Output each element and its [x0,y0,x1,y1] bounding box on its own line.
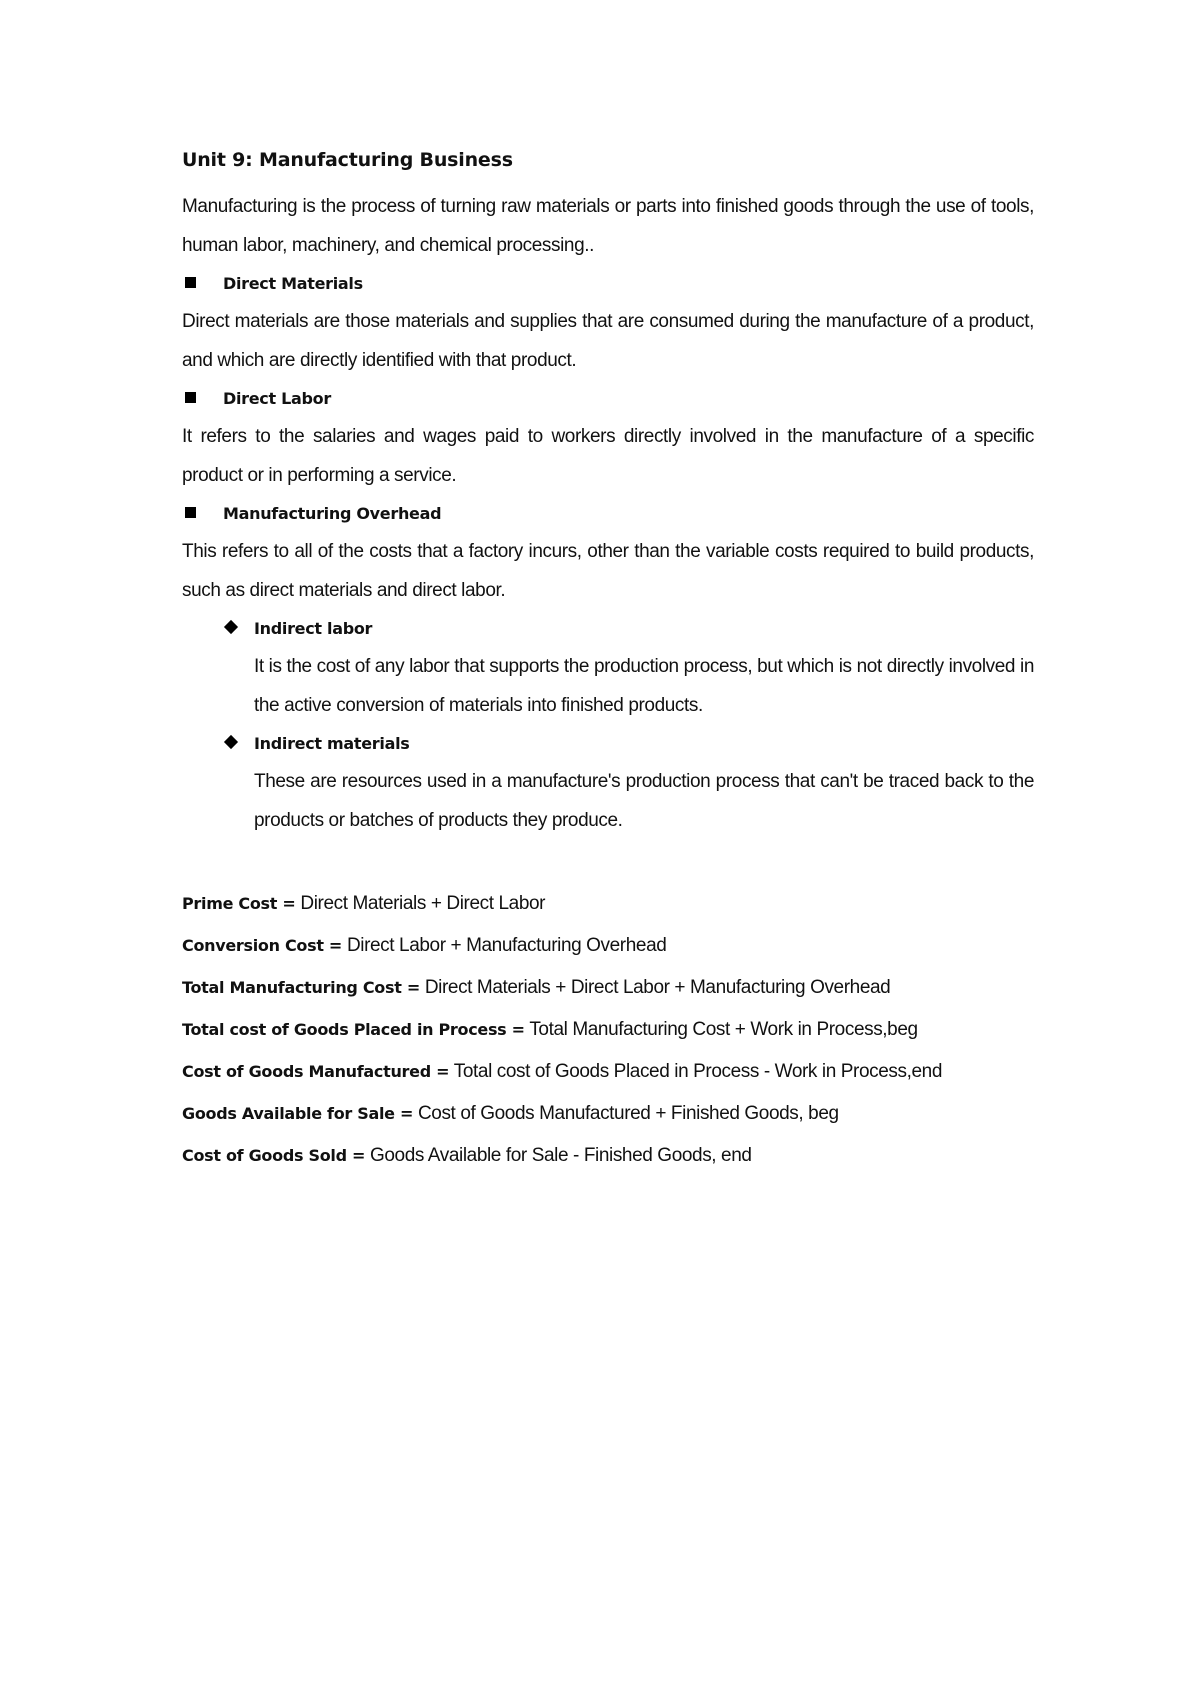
formula-value: Direct Materials + Direct Labor + Manufacturing Overhead [424,977,891,998]
section-heading-label: Direct Materials [223,274,363,293]
section-text-direct-labor: It refers to the salaries and wages paid to workers directly involved in the manufacture of a specific product or in performing a service. [182,426,1034,486]
formula-list [182,883,1034,1177]
formula-label: Total cost of Goods Placed in Process = [182,1020,525,1039]
formula-total-cost-goods-placed [182,1009,1034,1051]
formula-value: Total cost of Goods Placed in Process - Work in Process,end [453,1061,942,1082]
subsection-heading-label: Indirect materials [254,734,410,753]
formula-label: Conversion Cost = [182,936,343,955]
section-text-manufacturing-overhead: This refers to all of the costs that a factory incurs, other than the variable costs required to build products, such as direct materials and direct labor. [182,541,1034,601]
formula-value: Total Manufacturing Cost + Work in Process,beg [529,1019,918,1040]
formula-label: Total Manufacturing Cost = [182,978,420,997]
formula-label: Goods Available for Sale = [182,1104,414,1123]
subsection-heading-indirect-labor [224,610,1034,647]
diamond-bullet-icon [224,735,238,749]
formula-value: Goods Available for Sale - Finished Goods, end [370,1145,752,1166]
subsection-text-indirect-materials: These are resources used in a manufacture's production process that can't be traced back to the products or batches of products they produce. [254,771,1034,831]
formula-value: Direct Materials + Direct Labor [300,893,546,914]
formula-prime-cost [182,883,1034,925]
square-bullet-icon [185,392,196,403]
subsection-heading-label: Indirect labor [254,619,373,638]
section-heading-direct-materials [182,265,1034,302]
subsection-heading-indirect-materials [224,725,1034,762]
formula-conversion-cost [182,925,1034,967]
formula-label: Cost of Goods Manufactured = [182,1062,450,1081]
subsection-text-indirect-labor: It is the cost of any labor that supports the production process, but which is not directly involved in the active conversion of materials into finished products. [254,656,1034,716]
section-heading-manufacturing-overhead [182,495,1034,532]
formula-goods-available-for-sale [182,1093,1034,1135]
formula-value: Direct Labor + Manufacturing Overhead [346,935,667,956]
page-title: Unit 9: Manufacturing Business [182,149,513,171]
formula-label: Cost of Goods Sold = [182,1146,366,1165]
section-heading-label: Direct Labor [223,389,331,408]
document-body [182,145,1034,1177]
formula-cost-goods-manufactured [182,1051,1034,1093]
formula-total-manufacturing-cost [182,967,1034,1009]
formula-label: Prime Cost = [182,894,296,913]
formula-cost-goods-sold [182,1135,1034,1177]
section-heading-direct-labor [182,380,1034,417]
square-bullet-icon [185,507,196,518]
section-heading-label: Manufacturing Overhead [223,504,442,523]
diamond-bullet-icon [224,620,238,634]
square-bullet-icon [185,277,196,288]
formula-value: Cost of Goods Manufactured + Finished Goods, beg [417,1103,839,1124]
overhead-subsections [224,610,1034,840]
section-text-direct-materials: Direct materials are those materials and supplies that are consumed during the manufacture of a product, and which are directly identified with that product. [182,311,1034,371]
intro-paragraph: Manufacturing is the process of turning raw materials or parts into finished goods through the use of tools, human labor, machinery, and chemical processing.. [182,196,1034,256]
